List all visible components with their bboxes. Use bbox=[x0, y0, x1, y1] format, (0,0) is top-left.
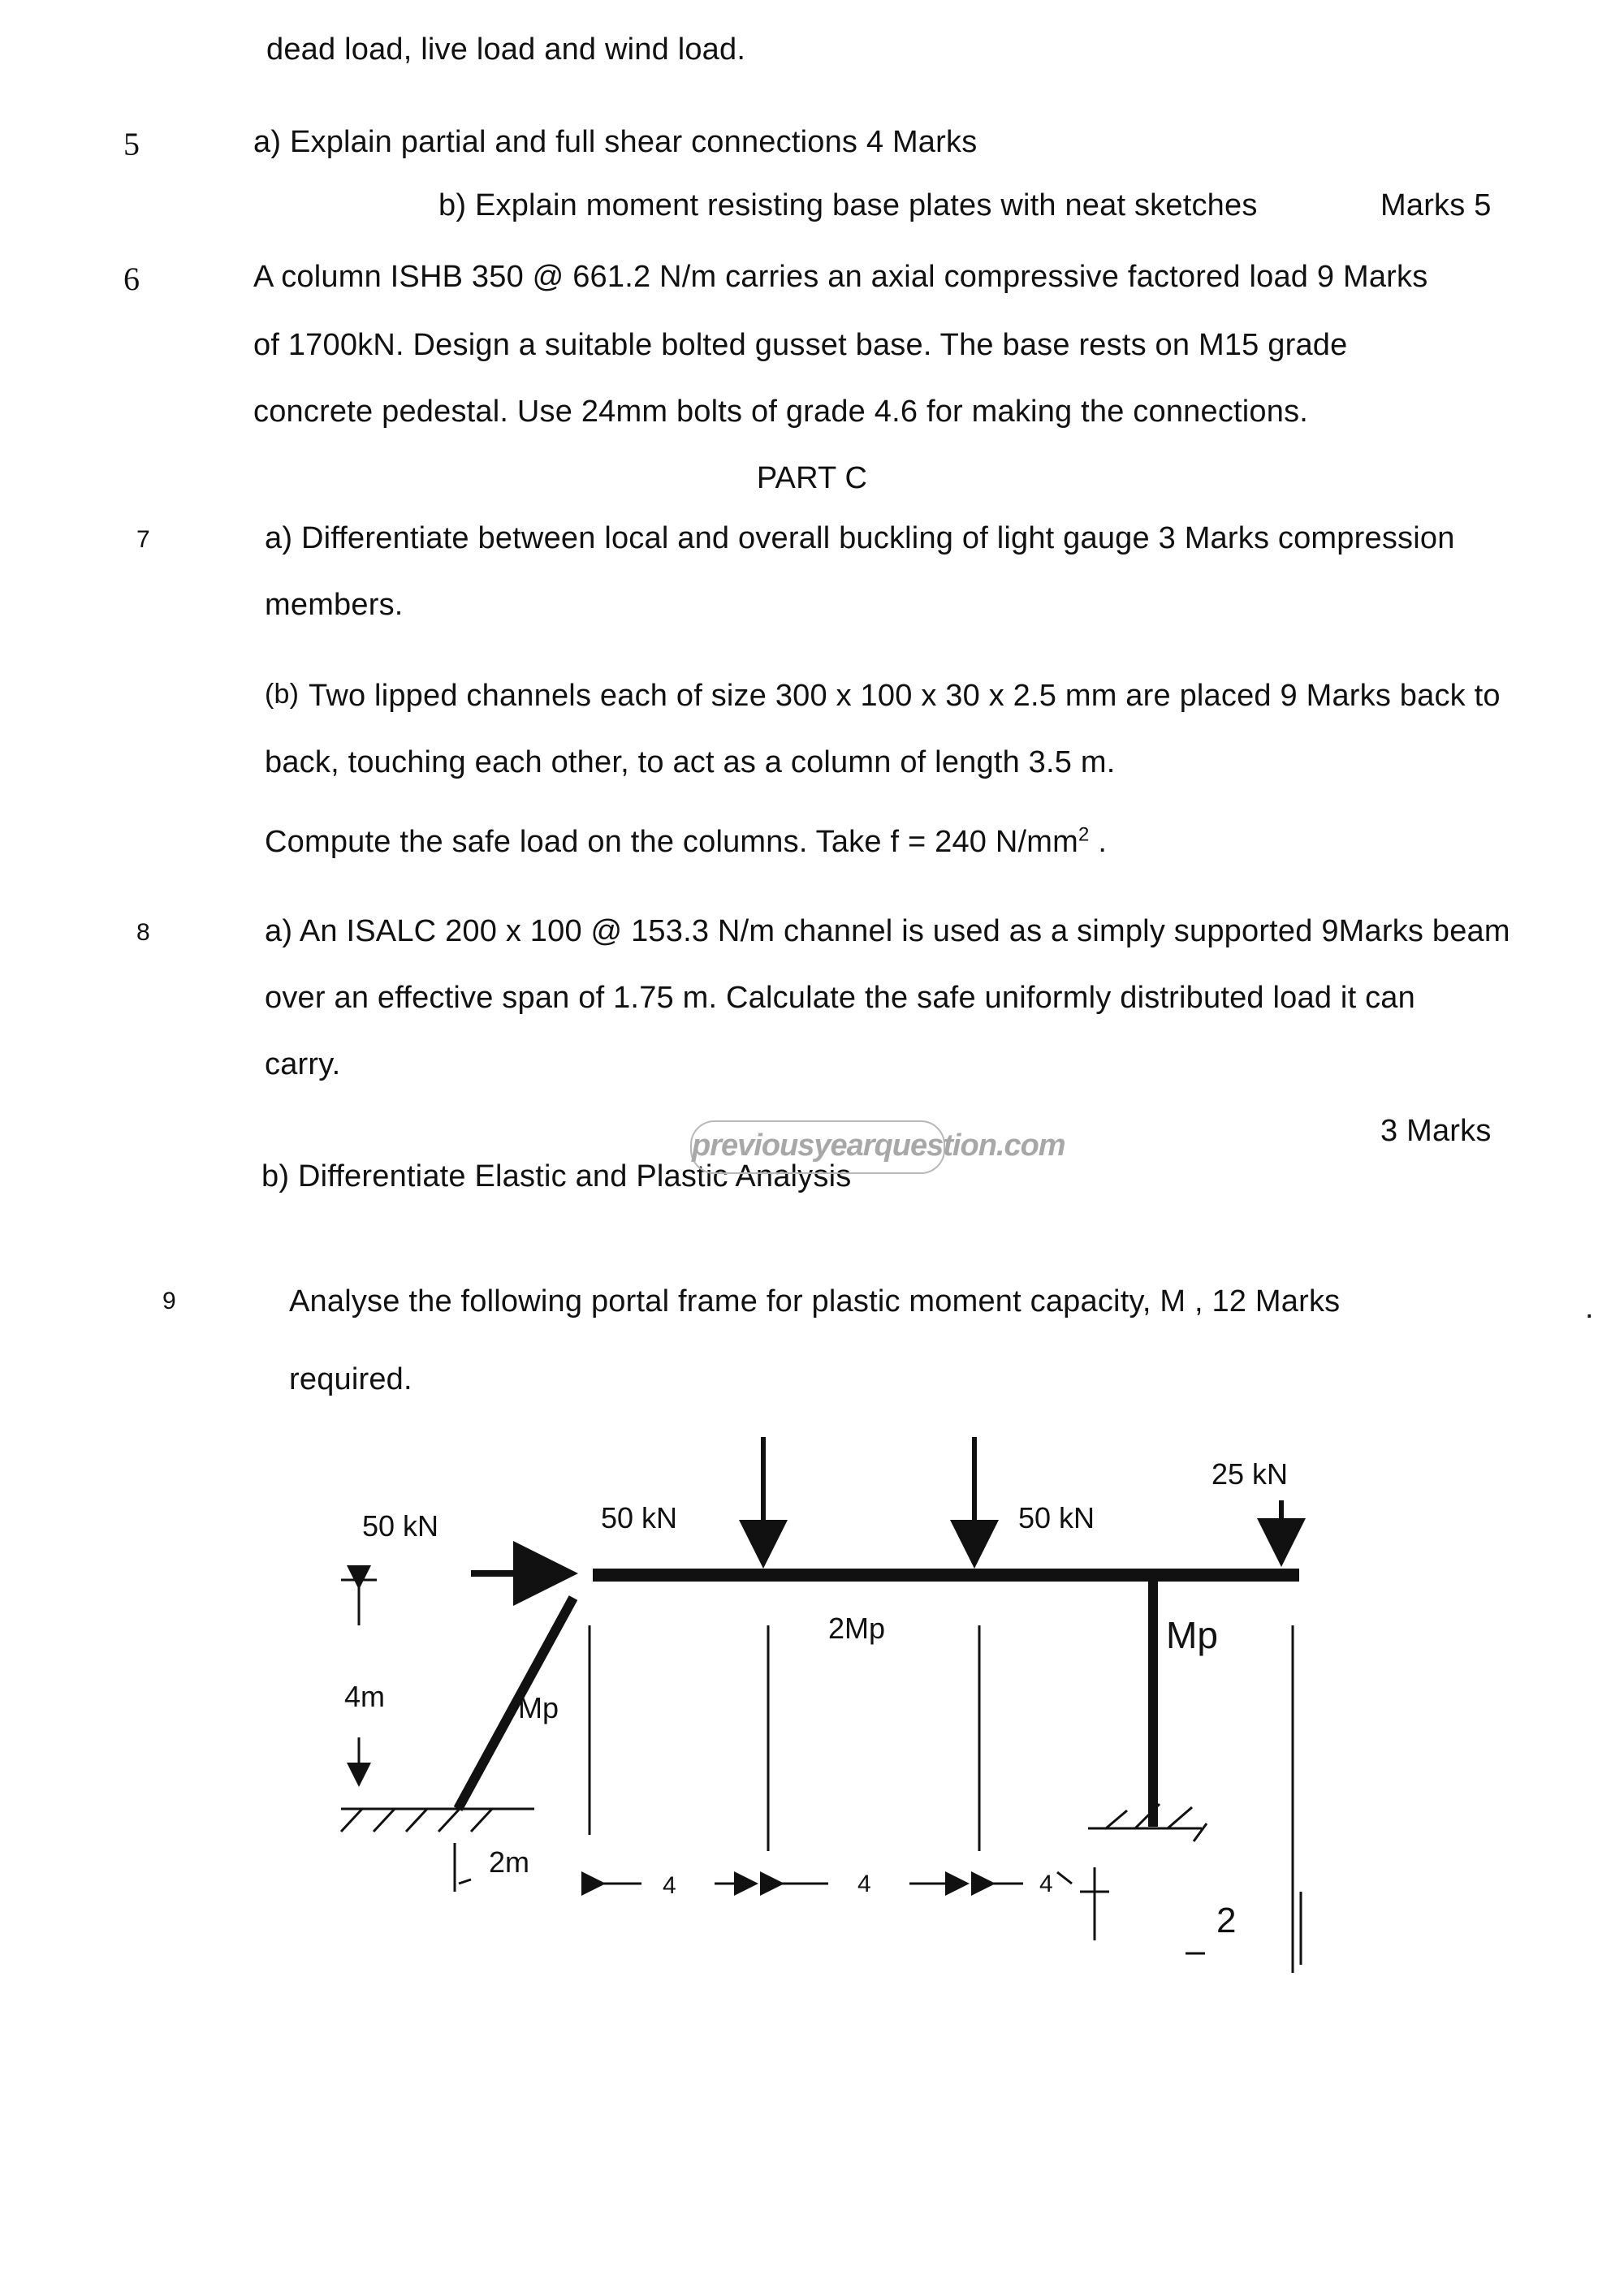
left-support-hatch bbox=[341, 1809, 492, 1832]
label-moment-beam: 2Mp bbox=[828, 1612, 886, 1645]
question-number-8: 8 bbox=[136, 919, 150, 946]
label-dim-d: 2 bbox=[1216, 1901, 1237, 1940]
q7b-line-2: back, touching each other, to act as a column of length 3.5 m. bbox=[265, 745, 1116, 779]
q5b-marks: Marks 5 bbox=[1380, 188, 1492, 222]
q5b-text: b) Explain moment resisting base plates with neat sketches bbox=[438, 188, 1258, 222]
label-dim-c: 4 bbox=[1039, 1871, 1053, 1897]
question-number-9: 9 bbox=[162, 1288, 176, 1314]
dim-c-arrow-right bbox=[1057, 1872, 1072, 1884]
q5a-text: a) Explain partial and full shear connections 4 Marks bbox=[253, 125, 978, 159]
q6-line-3: concrete pedestal. Use 24mm bolts of grade 4.6 for making the connections. bbox=[253, 395, 1309, 429]
label-dim-b: 4 bbox=[857, 1871, 871, 1897]
q8a-line-3: carry. bbox=[265, 1047, 341, 1081]
label-dim-a: 4 bbox=[663, 1872, 676, 1899]
label-load-right: 25 kN bbox=[1212, 1457, 1289, 1491]
text-top-line: dead load, live load and wind load. bbox=[266, 32, 746, 67]
question-number-5: 5 bbox=[123, 126, 140, 162]
q8b-marks: 3 Marks bbox=[1380, 1114, 1492, 1148]
label-moment-left: Mp bbox=[518, 1691, 559, 1724]
question-number-6: 6 bbox=[123, 261, 140, 297]
label-load-mid2: 50 kN bbox=[1018, 1501, 1095, 1534]
q9-line-2: required. bbox=[289, 1362, 412, 1396]
q7b-superscript: 2 bbox=[1078, 823, 1090, 846]
q7a-line-2: members. bbox=[265, 588, 404, 622]
watermark: previousyearquestion.com bbox=[690, 1120, 945, 1174]
q8a-line-2: over an effective span of 1.75 m. Calculate the safe uniformly distributed load it can bbox=[265, 981, 1415, 1015]
q6-line-1: A column ISHB 350 @ 661.2 N/m carries an axial compressive factored load 9 Marks bbox=[253, 260, 1428, 294]
q9-line-1: Analyse the following portal frame for plastic moment capacity, M , 12 Marks bbox=[289, 1284, 1341, 1318]
label-height: 4m bbox=[344, 1680, 386, 1713]
part-c-heading: PART C bbox=[756, 461, 868, 495]
q7b-line-3-text: Compute the safe load on the columns. Take f = 240 N/mm bbox=[265, 825, 1079, 859]
portal-frame-diagram bbox=[309, 1413, 1315, 2046]
dim-2m-arrow bbox=[459, 1880, 471, 1884]
label-load-left: 50 kN bbox=[362, 1509, 439, 1543]
q7b-line-1: Two lipped channels each of size 300 x 100 x 30 x 2.5 mm are placed 9 Marks back to bbox=[309, 679, 1501, 713]
q6-line-2: of 1700kN. Design a suitable bolted gusset base. The base rests on M15 grade bbox=[253, 328, 1348, 362]
question-number-7: 7 bbox=[136, 526, 150, 553]
q7b-label: (b) bbox=[265, 679, 300, 710]
label-load-mid1: 50 kN bbox=[601, 1501, 678, 1534]
q8b-text: b) Differentiate Elastic and Plastic Analysis bbox=[261, 1159, 852, 1193]
q8a-line-1: a) An ISALC 200 x 100 @ 153.3 N/m channel is used as a simply supported 9Marks beam bbox=[265, 914, 1510, 948]
q7b-line-3-end: . bbox=[1089, 825, 1108, 859]
q7b-line-3 bbox=[265, 823, 1107, 861]
label-moment-right: Mp bbox=[1166, 1614, 1218, 1656]
label-dim-2m: 2m bbox=[489, 1845, 530, 1879]
stray-dot: . bbox=[1585, 1291, 1594, 1325]
q7a-line-1: a) Differentiate between local and overall buckling of light gauge 3 Marks compression bbox=[265, 521, 1455, 555]
